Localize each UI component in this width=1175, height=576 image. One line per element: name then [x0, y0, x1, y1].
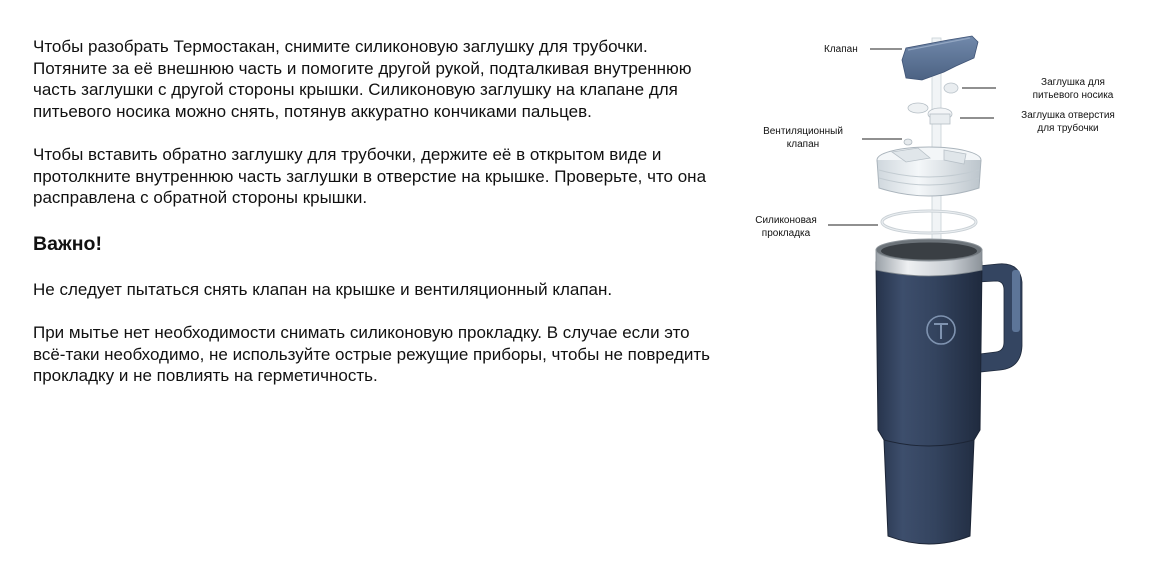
spout-plug-part [944, 83, 958, 93]
valve-part [902, 36, 978, 80]
label-straw-plug-line2: для трубочки [1037, 123, 1099, 134]
gasket-part [882, 211, 976, 233]
paragraph-disassembly: Чтобы разобрать Термостакан, снимите силиконовую заглушку для трубочки. Потяните за её внешнюю часть и помогите другой рукой, подталкивая внутреннюю часть заглушки с другой стороны крышки. Силиконовую заглушку на клапане для питьевого носика можно снять, потянув аккуратно кончиками пальцев. [33, 37, 692, 121]
label-valve: Клапан [824, 44, 858, 55]
important-heading: Важно! [33, 232, 102, 255]
paragraph-gasket-care: При мытье нет необходимости снимать силиконовую прокладку. В случае если это всё-таки необходимо, не используйте острые режущие приборы, чтобы не повредить прокладку и не повлиять на герметичность. [33, 323, 710, 385]
label-spout-plug-line2: питьевого носика [1032, 90, 1114, 101]
label-vent-valve-line2: клапан [786, 139, 820, 150]
label-gasket-line2: прокладка [761, 228, 811, 239]
label-vent-valve-line1: Вентиляционный [763, 126, 843, 137]
vent-valve-part [904, 139, 912, 145]
paragraph-valve-warning: Не следует пытаться снять клапан на крышке и вентиляционный клапан. [33, 279, 613, 299]
lid-part [877, 147, 981, 196]
tumbler-exploded-diagram [730, 0, 1175, 576]
paragraph-reassembly: Чтобы вставить обратно заглушку для трубочки, держите её в открытом виде и протолкните внутреннюю часть заглушки в отверстие на крышке. Проверьте, что она расправлена с обратной стороны крышки. [33, 145, 707, 207]
label-straw-plug-line1: Заглушка отверстия [1021, 110, 1115, 121]
label-spout-plug-line1: Заглушка для [1041, 77, 1105, 88]
label-gasket-line1: Силиконовая [755, 215, 817, 226]
tumbler-body [876, 239, 1022, 544]
instructions-column [33, 36, 713, 387]
straw-plug-part [908, 103, 952, 124]
